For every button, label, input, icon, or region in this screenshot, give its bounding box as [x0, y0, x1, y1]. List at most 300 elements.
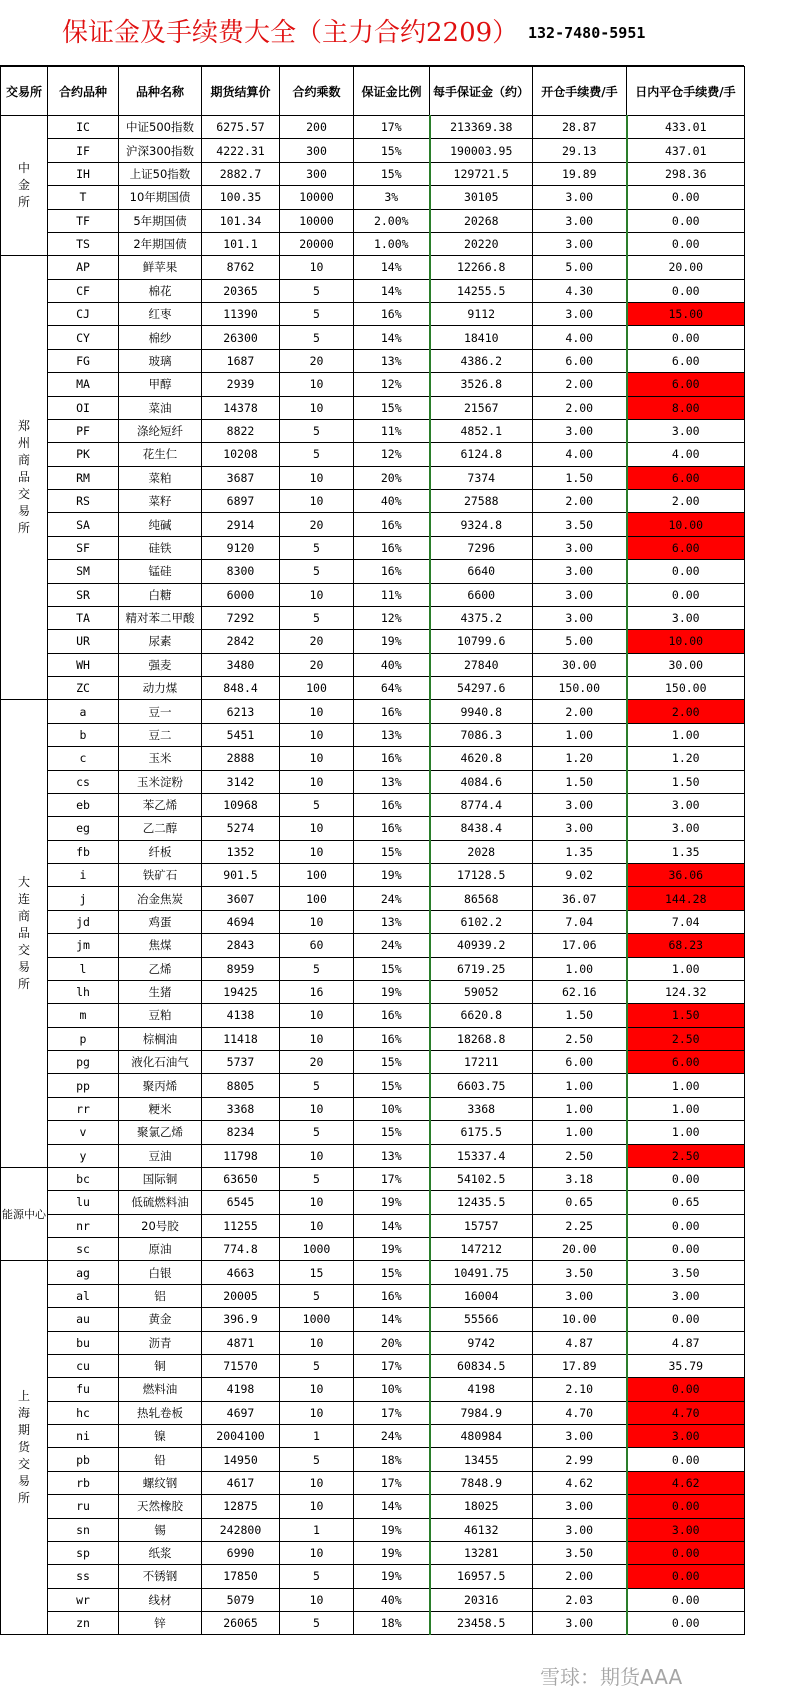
- multiplier-cell: 100: [280, 864, 354, 887]
- intraday-close-fee-cell: 1.50: [627, 1004, 745, 1027]
- product-name-cell: 锰硅: [119, 560, 202, 583]
- open-fee-cell: 1.50: [533, 1004, 627, 1027]
- column-header-margin-ratio: 保证金比例: [354, 67, 430, 116]
- margin-per-lot-cell: 6102.2: [430, 910, 533, 933]
- intraday-close-fee-cell: 1.00: [627, 1121, 745, 1144]
- margin-per-lot-cell: 20316: [430, 1588, 533, 1611]
- product-name-cell: 精对苯二甲酸: [119, 606, 202, 629]
- table-row: [1, 1401, 745, 1424]
- margin-per-lot-cell: 6175.5: [430, 1121, 533, 1144]
- open-fee-cell: 5.00: [533, 630, 627, 653]
- margin-per-lot-cell: 9940.8: [430, 700, 533, 723]
- margin-per-lot-cell: 3368: [430, 1097, 533, 1120]
- table-row: [1, 1612, 745, 1635]
- intraday-close-fee-cell: 2.00: [627, 490, 745, 513]
- contract-code-cell: hc: [48, 1401, 119, 1424]
- contract-code-cell: MA: [48, 373, 119, 396]
- contract-code-cell: TA: [48, 606, 119, 629]
- table-row: [1, 630, 745, 653]
- margin-ratio-cell: 19%: [354, 1238, 430, 1261]
- intraday-close-fee-cell: 68.23: [627, 934, 745, 957]
- intraday-close-fee-cell: 433.01: [627, 116, 745, 139]
- margin-per-lot-cell: 12266.8: [430, 256, 533, 279]
- contract-code-cell: jm: [48, 934, 119, 957]
- table-row: [1, 583, 745, 606]
- margin-per-lot-cell: 480984: [430, 1425, 533, 1448]
- multiplier-cell: 10: [280, 1495, 354, 1518]
- open-fee-cell: 4.87: [533, 1331, 627, 1354]
- table-row: [1, 1425, 745, 1448]
- margin-ratio-cell: 13%: [354, 910, 430, 933]
- intraday-close-fee-cell: 124.32: [627, 980, 745, 1003]
- table-row: [1, 1518, 745, 1541]
- margin-per-lot-cell: 2028: [430, 840, 533, 863]
- settle-price-cell: 6213: [202, 700, 280, 723]
- open-fee-cell: 10.00: [533, 1308, 627, 1331]
- open-fee-cell: 2.25: [533, 1214, 627, 1237]
- open-fee-cell: 17.06: [533, 934, 627, 957]
- table-row: [1, 326, 745, 349]
- margin-per-lot-cell: 4084.6: [430, 770, 533, 793]
- contract-code-cell: wr: [48, 1588, 119, 1611]
- multiplier-cell: 5: [280, 606, 354, 629]
- intraday-close-fee-cell: 0.00: [627, 1612, 745, 1635]
- margin-ratio-cell: 19%: [354, 1191, 430, 1214]
- margin-per-lot-cell: 6640: [430, 560, 533, 583]
- margin-per-lot-cell: 6620.8: [430, 1004, 533, 1027]
- table-row: [1, 700, 745, 723]
- margin-ratio-cell: 19%: [354, 1541, 430, 1564]
- multiplier-cell: 5: [280, 1284, 354, 1307]
- margin-ratio-cell: 12%: [354, 443, 430, 466]
- contract-code-cell: m: [48, 1004, 119, 1027]
- margin-ratio-cell: 20%: [354, 466, 430, 489]
- product-name-cell: 动力煤: [119, 677, 202, 700]
- open-fee-cell: 4.00: [533, 326, 627, 349]
- intraday-close-fee-cell: 437.01: [627, 139, 745, 162]
- product-name-cell: 不锈钢: [119, 1565, 202, 1588]
- open-fee-cell: 30.00: [533, 653, 627, 676]
- contract-code-cell: pp: [48, 1074, 119, 1097]
- intraday-close-fee-cell: 1.50: [627, 770, 745, 793]
- intraday-close-fee-cell: 0.00: [627, 326, 745, 349]
- product-name-cell: 纸浆: [119, 1541, 202, 1564]
- open-fee-cell: 29.13: [533, 139, 627, 162]
- contract-code-cell: jd: [48, 910, 119, 933]
- column-header-margin-per-lot: 每手保证金（约）: [430, 67, 533, 116]
- intraday-close-fee-cell: 15.00: [627, 303, 745, 326]
- open-fee-cell: 1.20: [533, 747, 627, 770]
- intraday-close-fee-cell: 6.00: [627, 1051, 745, 1074]
- multiplier-cell: 5: [280, 1612, 354, 1635]
- product-name-cell: 焦煤: [119, 934, 202, 957]
- contract-code-cell: bc: [48, 1167, 119, 1190]
- margin-ratio-cell: 16%: [354, 536, 430, 559]
- settle-price-cell: 5079: [202, 1588, 280, 1611]
- contract-code-cell: OI: [48, 396, 119, 419]
- table-row: [1, 1167, 745, 1190]
- margin-per-lot-cell: 12435.5: [430, 1191, 533, 1214]
- intraday-close-fee-cell: 0.00: [627, 1214, 745, 1237]
- table-row: [1, 466, 745, 489]
- margin-per-lot-cell: 213369.38: [430, 116, 533, 139]
- product-name-cell: 镍: [119, 1425, 202, 1448]
- product-name-cell: 玉米: [119, 747, 202, 770]
- multiplier-cell: 10: [280, 817, 354, 840]
- margin-per-lot-cell: 7374: [430, 466, 533, 489]
- margin-ratio-cell: 14%: [354, 1214, 430, 1237]
- settle-price-cell: 71570: [202, 1354, 280, 1377]
- margin-ratio-cell: 13%: [354, 1144, 430, 1167]
- column-header-open-fee: 开仓手续费/手: [533, 67, 627, 116]
- margin-per-lot-cell: 7296: [430, 536, 533, 559]
- open-fee-cell: 3.00: [533, 419, 627, 442]
- settle-price-cell: 4198: [202, 1378, 280, 1401]
- settle-price-cell: 2888: [202, 747, 280, 770]
- table-row: [1, 723, 745, 746]
- intraday-close-fee-cell: 6.00: [627, 466, 745, 489]
- open-fee-cell: 3.00: [533, 186, 627, 209]
- product-name-cell: 10年期国债: [119, 186, 202, 209]
- product-name-cell: 燃料油: [119, 1378, 202, 1401]
- open-fee-cell: 3.50: [533, 1541, 627, 1564]
- contract-code-cell: RS: [48, 490, 119, 513]
- settle-price-cell: 11390: [202, 303, 280, 326]
- contract-code-cell: rr: [48, 1097, 119, 1120]
- multiplier-cell: 10: [280, 1541, 354, 1564]
- open-fee-cell: 3.00: [533, 817, 627, 840]
- settle-price-cell: 1687: [202, 349, 280, 372]
- margin-ratio-cell: 14%: [354, 1495, 430, 1518]
- margin-ratio-cell: 1.00%: [354, 232, 430, 255]
- intraday-close-fee-cell: 4.62: [627, 1471, 745, 1494]
- open-fee-cell: 3.00: [533, 536, 627, 559]
- margin-per-lot-cell: 6124.8: [430, 443, 533, 466]
- margin-ratio-cell: 16%: [354, 1004, 430, 1027]
- open-fee-cell: 2.00: [533, 373, 627, 396]
- settle-price-cell: 9120: [202, 536, 280, 559]
- open-fee-cell: 19.89: [533, 162, 627, 185]
- open-fee-cell: 2.00: [533, 396, 627, 419]
- settle-price-cell: 901.5: [202, 864, 280, 887]
- margin-ratio-cell: 15%: [354, 1121, 430, 1144]
- contract-code-cell: ni: [48, 1425, 119, 1448]
- product-name-cell: 花生仁: [119, 443, 202, 466]
- contract-code-cell: ru: [48, 1495, 119, 1518]
- settle-price-cell: 3687: [202, 466, 280, 489]
- margin-ratio-cell: 15%: [354, 396, 430, 419]
- multiplier-cell: 15: [280, 1261, 354, 1284]
- product-name-cell: 锌: [119, 1612, 202, 1635]
- multiplier-cell: 5: [280, 1565, 354, 1588]
- exchange-cell: [1, 116, 48, 256]
- settle-price-cell: 8234: [202, 1121, 280, 1144]
- margin-ratio-cell: 12%: [354, 373, 430, 396]
- contract-code-cell: l: [48, 957, 119, 980]
- table-row: [1, 1191, 745, 1214]
- margin-ratio-cell: 10%: [354, 1378, 430, 1401]
- intraday-close-fee-cell: 0.00: [627, 1565, 745, 1588]
- open-fee-cell: 3.00: [533, 606, 627, 629]
- margin-ratio-cell: 19%: [354, 1565, 430, 1588]
- settle-price-cell: 6275.57: [202, 116, 280, 139]
- open-fee-cell: 2.10: [533, 1378, 627, 1401]
- settle-price-cell: 3480: [202, 653, 280, 676]
- table-row: [1, 116, 745, 139]
- intraday-close-fee-cell: 3.00: [627, 606, 745, 629]
- intraday-close-fee-cell: 0.00: [627, 1495, 745, 1518]
- intraday-close-fee-cell: 1.35: [627, 840, 745, 863]
- contract-code-cell: au: [48, 1308, 119, 1331]
- open-fee-cell: 3.00: [533, 560, 627, 583]
- contract-code-cell: SF: [48, 536, 119, 559]
- contract-code-cell: eb: [48, 793, 119, 816]
- margin-per-lot-cell: 59052: [430, 980, 533, 1003]
- table-row: [1, 793, 745, 816]
- multiplier-cell: 20: [280, 653, 354, 676]
- margin-ratio-cell: 19%: [354, 630, 430, 653]
- open-fee-cell: 3.50: [533, 1261, 627, 1284]
- table-row: [1, 419, 745, 442]
- open-fee-cell: 3.00: [533, 232, 627, 255]
- margin-per-lot-cell: 40939.2: [430, 934, 533, 957]
- settle-price-cell: 4138: [202, 1004, 280, 1027]
- open-fee-cell: 3.00: [533, 303, 627, 326]
- table-row: [1, 560, 745, 583]
- settle-price-cell: 2004100: [202, 1425, 280, 1448]
- open-fee-cell: 4.70: [533, 1401, 627, 1424]
- contract-code-cell: eg: [48, 817, 119, 840]
- open-fee-cell: 2.00: [533, 700, 627, 723]
- product-name-cell: 聚氯乙烯: [119, 1121, 202, 1144]
- open-fee-cell: 3.00: [533, 1612, 627, 1635]
- margin-per-lot-cell: 147212: [430, 1238, 533, 1261]
- multiplier-cell: 300: [280, 139, 354, 162]
- product-name-cell: 白银: [119, 1261, 202, 1284]
- margin-ratio-cell: 17%: [354, 1471, 430, 1494]
- table-row: [1, 1261, 745, 1284]
- settle-price-cell: 774.8: [202, 1238, 280, 1261]
- contract-code-cell: rb: [48, 1471, 119, 1494]
- settle-price-cell: 4617: [202, 1471, 280, 1494]
- intraday-close-fee-cell: 0.00: [627, 1238, 745, 1261]
- product-name-cell: 豆油: [119, 1144, 202, 1167]
- fees-table-container: [0, 66, 744, 1635]
- margin-per-lot-cell: 8774.4: [430, 793, 533, 816]
- multiplier-cell: 10: [280, 1027, 354, 1050]
- multiplier-cell: 5: [280, 303, 354, 326]
- open-fee-cell: 3.00: [533, 1284, 627, 1307]
- margin-per-lot-cell: 4386.2: [430, 349, 533, 372]
- product-name-cell: 黄金: [119, 1308, 202, 1331]
- settle-price-cell: 2882.7: [202, 162, 280, 185]
- multiplier-cell: 5: [280, 1121, 354, 1144]
- intraday-close-fee-cell: 0.00: [627, 209, 745, 232]
- contract-code-cell: TF: [48, 209, 119, 232]
- multiplier-cell: 5: [280, 536, 354, 559]
- margin-per-lot-cell: 27588: [430, 490, 533, 513]
- contract-code-cell: sn: [48, 1518, 119, 1541]
- contract-code-cell: bu: [48, 1331, 119, 1354]
- exchange-cell: [1, 1167, 48, 1261]
- product-name-cell: 豆一: [119, 700, 202, 723]
- settle-price-cell: 4697: [202, 1401, 280, 1424]
- intraday-close-fee-cell: 8.00: [627, 396, 745, 419]
- contract-code-cell: SA: [48, 513, 119, 536]
- table-row: [1, 1588, 745, 1611]
- open-fee-cell: 3.18: [533, 1167, 627, 1190]
- multiplier-cell: 300: [280, 162, 354, 185]
- intraday-close-fee-cell: 36.06: [627, 864, 745, 887]
- multiplier-cell: 10: [280, 1401, 354, 1424]
- product-name-cell: 棕榈油: [119, 1027, 202, 1050]
- margin-per-lot-cell: 46132: [430, 1518, 533, 1541]
- multiplier-cell: 5: [280, 443, 354, 466]
- margin-ratio-cell: 10%: [354, 1097, 430, 1120]
- intraday-close-fee-cell: 4.87: [627, 1331, 745, 1354]
- intraday-close-fee-cell: 4.70: [627, 1401, 745, 1424]
- open-fee-cell: 3.00: [533, 583, 627, 606]
- product-name-cell: 涤纶短纤: [119, 419, 202, 442]
- product-name-cell: 豆二: [119, 723, 202, 746]
- multiplier-cell: 10000: [280, 186, 354, 209]
- margin-per-lot-cell: 9742: [430, 1331, 533, 1354]
- margin-per-lot-cell: 129721.5: [430, 162, 533, 185]
- table-row: [1, 770, 745, 793]
- settle-price-cell: 3368: [202, 1097, 280, 1120]
- multiplier-cell: 1000: [280, 1308, 354, 1331]
- table-row: [1, 1354, 745, 1377]
- multiplier-cell: 20: [280, 349, 354, 372]
- table-row: [1, 1565, 745, 1588]
- product-name-cell: 2年期国债: [119, 232, 202, 255]
- contract-code-cell: cu: [48, 1354, 119, 1377]
- multiplier-cell: 20: [280, 1051, 354, 1074]
- settle-price-cell: 11255: [202, 1214, 280, 1237]
- product-name-cell: 上证50指数: [119, 162, 202, 185]
- settle-price-cell: 1352: [202, 840, 280, 863]
- table-row: [1, 864, 745, 887]
- intraday-close-fee-cell: 7.04: [627, 910, 745, 933]
- margin-per-lot-cell: 9112: [430, 303, 533, 326]
- table-row: [1, 957, 745, 980]
- contract-code-cell: SM: [48, 560, 119, 583]
- open-fee-cell: 1.00: [533, 723, 627, 746]
- open-fee-cell: 1.00: [533, 1097, 627, 1120]
- multiplier-cell: 5: [280, 419, 354, 442]
- table-row: [1, 1051, 745, 1074]
- product-name-cell: 铜: [119, 1354, 202, 1377]
- open-fee-cell: 36.07: [533, 887, 627, 910]
- margin-per-lot-cell: 6719.25: [430, 957, 533, 980]
- margin-ratio-cell: 16%: [354, 513, 430, 536]
- settle-price-cell: 4694: [202, 910, 280, 933]
- multiplier-cell: 5: [280, 1448, 354, 1471]
- settle-price-cell: 6990: [202, 1541, 280, 1564]
- margin-per-lot-cell: 30105: [430, 186, 533, 209]
- settle-price-cell: 6545: [202, 1191, 280, 1214]
- settle-price-cell: 11798: [202, 1144, 280, 1167]
- product-name-cell: 棉纱: [119, 326, 202, 349]
- intraday-close-fee-cell: 144.28: [627, 887, 745, 910]
- margin-per-lot-cell: 54102.5: [430, 1167, 533, 1190]
- intraday-close-fee-cell: 0.00: [627, 279, 745, 302]
- margin-per-lot-cell: 7848.9: [430, 1471, 533, 1494]
- margin-ratio-cell: 15%: [354, 162, 430, 185]
- contract-code-cell: b: [48, 723, 119, 746]
- product-name-cell: 尿素: [119, 630, 202, 653]
- margin-per-lot-cell: 86568: [430, 887, 533, 910]
- margin-ratio-cell: 40%: [354, 1588, 430, 1611]
- open-fee-cell: 1.00: [533, 1074, 627, 1097]
- multiplier-cell: 10: [280, 840, 354, 863]
- margin-per-lot-cell: 13455: [430, 1448, 533, 1471]
- table-row: [1, 536, 745, 559]
- contract-code-cell: lh: [48, 980, 119, 1003]
- product-name-cell: 沪深300指数: [119, 139, 202, 162]
- settle-price-cell: 4871: [202, 1331, 280, 1354]
- margin-per-lot-cell: 21567: [430, 396, 533, 419]
- margin-ratio-cell: 40%: [354, 490, 430, 513]
- product-name-cell: 低硫燃料油: [119, 1191, 202, 1214]
- margin-per-lot-cell: 27840: [430, 653, 533, 676]
- table-row: [1, 653, 745, 676]
- table-row: [1, 1238, 745, 1261]
- table-row: [1, 490, 745, 513]
- product-name-cell: 铝: [119, 1284, 202, 1307]
- margin-per-lot-cell: 15757: [430, 1214, 533, 1237]
- margin-ratio-cell: 16%: [354, 1284, 430, 1307]
- settle-price-cell: 20365: [202, 279, 280, 302]
- intraday-close-fee-cell: 0.00: [627, 583, 745, 606]
- open-fee-cell: 2.99: [533, 1448, 627, 1471]
- multiplier-cell: 10: [280, 700, 354, 723]
- margin-ratio-cell: 64%: [354, 677, 430, 700]
- contract-code-cell: sp: [48, 1541, 119, 1564]
- column-header-contract: 合约品种: [48, 67, 119, 116]
- table-row: [1, 186, 745, 209]
- intraday-close-fee-cell: 0.00: [627, 1167, 745, 1190]
- product-name-cell: 铁矿石: [119, 864, 202, 887]
- contract-code-cell: lu: [48, 1191, 119, 1214]
- intraday-close-fee-cell: 10.00: [627, 513, 745, 536]
- table-row: [1, 1331, 745, 1354]
- product-name-cell: 玻璃: [119, 349, 202, 372]
- intraday-close-fee-cell: 20.00: [627, 256, 745, 279]
- contract-code-cell: v: [48, 1121, 119, 1144]
- settle-price-cell: 6897: [202, 490, 280, 513]
- contract-code-cell: PF: [48, 419, 119, 442]
- contract-code-cell: nr: [48, 1214, 119, 1237]
- intraday-close-fee-cell: 35.79: [627, 1354, 745, 1377]
- margin-ratio-cell: 24%: [354, 934, 430, 957]
- product-name-cell: 纯碱: [119, 513, 202, 536]
- open-fee-cell: 150.00: [533, 677, 627, 700]
- margin-ratio-cell: 16%: [354, 560, 430, 583]
- margin-per-lot-cell: 6600: [430, 583, 533, 606]
- table-row: [1, 443, 745, 466]
- multiplier-cell: 20: [280, 630, 354, 653]
- settle-price-cell: 7292: [202, 606, 280, 629]
- multiplier-cell: 200: [280, 116, 354, 139]
- open-fee-cell: 6.00: [533, 349, 627, 372]
- contract-code-cell: SR: [48, 583, 119, 606]
- margin-per-lot-cell: 6603.75: [430, 1074, 533, 1097]
- open-fee-cell: 2.03: [533, 1588, 627, 1611]
- margin-per-lot-cell: 17128.5: [430, 864, 533, 887]
- product-name-cell: 菜油: [119, 396, 202, 419]
- margin-ratio-cell: 13%: [354, 349, 430, 372]
